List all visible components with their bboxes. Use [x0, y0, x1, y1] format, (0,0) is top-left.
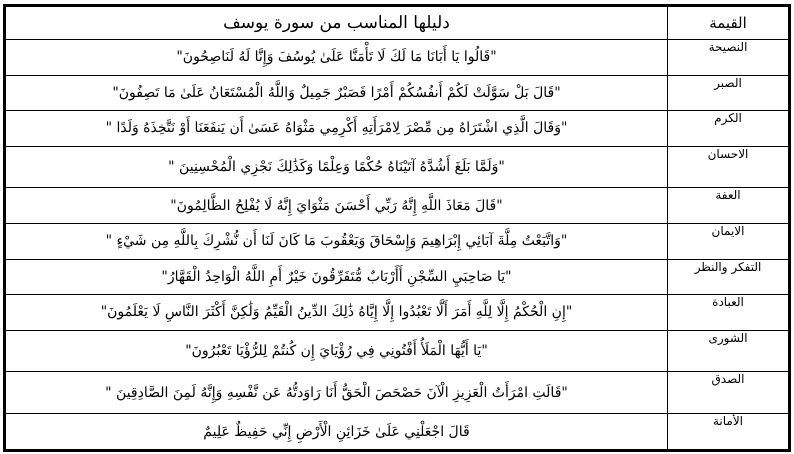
table-row — [6, 224, 789, 260]
values-table — [5, 6, 789, 450]
table-row — [6, 146, 789, 188]
value-cell: الصدق — [668, 372, 789, 414]
verse-cell: "قَالَ بَلْ سَوَّلَتْ لَكُمْ أَنفُسُكُمْ أَمْرًا فَصَبْرٌ جَمِيلٌ وَاللَّهُ الْمُسْتَعَانُ عَلَىٰ مَا تَصِفُونَ" — [6, 75, 668, 111]
value-cell: الايمان — [668, 224, 789, 260]
table-row — [6, 295, 789, 331]
table-row — [6, 372, 789, 414]
table-header-row — [6, 7, 789, 40]
value-cell: التفكر والنظر — [668, 259, 789, 295]
table-row — [6, 75, 789, 111]
verse-cell: "قَالَتِ امْرَأَتُ الْعَزِيزِ الْآنَ حَصْحَصَ الْحَقُّ أَنَا رَاوَدتُّهُ عَن نَّفْسِهِ وَإِنَّهُ لَمِنَ الصَّادِقِينَ " — [6, 372, 668, 414]
verse-cell: "يَا أَيُّهَا الْمَلَأُ أَفْتُونِي فِي رُؤْيَايَ إِن كُنتُمْ لِلرُّؤْيَا تَعْبُرُونَ" — [6, 330, 668, 372]
verse-cell: "وَاتَّبَعْتُ مِلَّةَ آبَائِي إِبْرَاهِيمَ وَإِسْحَاقَ وَيَعْقُوبَ مَا كَانَ لَنَا أَن نُّشْرِكَ بِاللَّهِ مِن شَيْءٍ " — [6, 224, 668, 260]
table-row — [6, 259, 789, 295]
verse-cell: "قَالُوا يَا أَبَانَا مَا لَكَ لَا تَأْمَنَّا عَلَىٰ يُوسُفَ وَإِنَّا لَهُ لَنَاصِحُونَ" — [6, 40, 668, 76]
verse-cell: قَالَ اجْعَلْنِي عَلَىٰ خَزَائِنِ الْأَرْضِ إِنِّي حَفِيظٌ عَلِيمٌ — [6, 414, 668, 450]
verse-cell: "إِنِ الْحُكْمُ إِلَّا لِلَّهِ أَمَرَ أَلَّا تَعْبُدُوا إِلَّا إِيَّاهُ ذَٰلِكَ الدِّينُ الْقَيِّمُ وَلَٰكِنَّ أَكْثَرَ النَّاسِ لَا يَعْلَمُونَ" — [6, 295, 668, 331]
value-cell: العبادة — [668, 295, 789, 331]
value-cell: الصبر — [668, 75, 789, 111]
header-value: القيمة — [668, 7, 789, 40]
value-cell: الشورى — [668, 330, 789, 372]
verse-cell: "وَلَمَّا بَلَغَ أَشُدَّهُ آتَيْنَاهُ حُكْمًا وَعِلْمًا وَكَذَٰلِكَ نَجْزِي الْمُحْسِنِينَ " — [6, 146, 668, 188]
value-cell: الكرم — [668, 111, 789, 147]
value-cell: الأمانة — [668, 414, 789, 450]
value-cell: النصيحة — [668, 40, 789, 76]
value-cell: العفة — [668, 188, 789, 224]
verse-cell: "يَا صَاحِبَيِ السِّجْنِ أَأَرْبَابٌ مُّتَفَرِّقُونَ خَيْرٌ أَمِ اللَّهُ الْوَاحِدُ الْقَهَّارُ" — [6, 259, 668, 295]
table-row — [6, 330, 789, 372]
table-row — [6, 188, 789, 224]
verse-cell: "وَقَالَ الَّذِي اشْتَرَاهُ مِن مِّصْرَ لِامْرَأَتِهِ أَكْرِمِي مَثْوَاهُ عَسَىٰ أَن يَنفَعَنَا أَوْ نَتَّخِذَهُ وَلَدًا " — [6, 111, 668, 147]
table-row — [6, 414, 789, 450]
values-table-frame — [3, 4, 791, 452]
verse-cell: "قَالَ مَعَاذَ اللَّهِ إِنَّهُ رَبِّي أَحْسَنَ مَثْوَايَ إِنَّهُ لَا يُفْلِحُ الظَّالِمُونَ" — [6, 188, 668, 224]
header-evidence: دليلها المناسب من سورة يوسف — [6, 7, 668, 40]
table-row — [6, 111, 789, 147]
table-row — [6, 40, 789, 76]
value-cell: الاحسان — [668, 146, 789, 188]
